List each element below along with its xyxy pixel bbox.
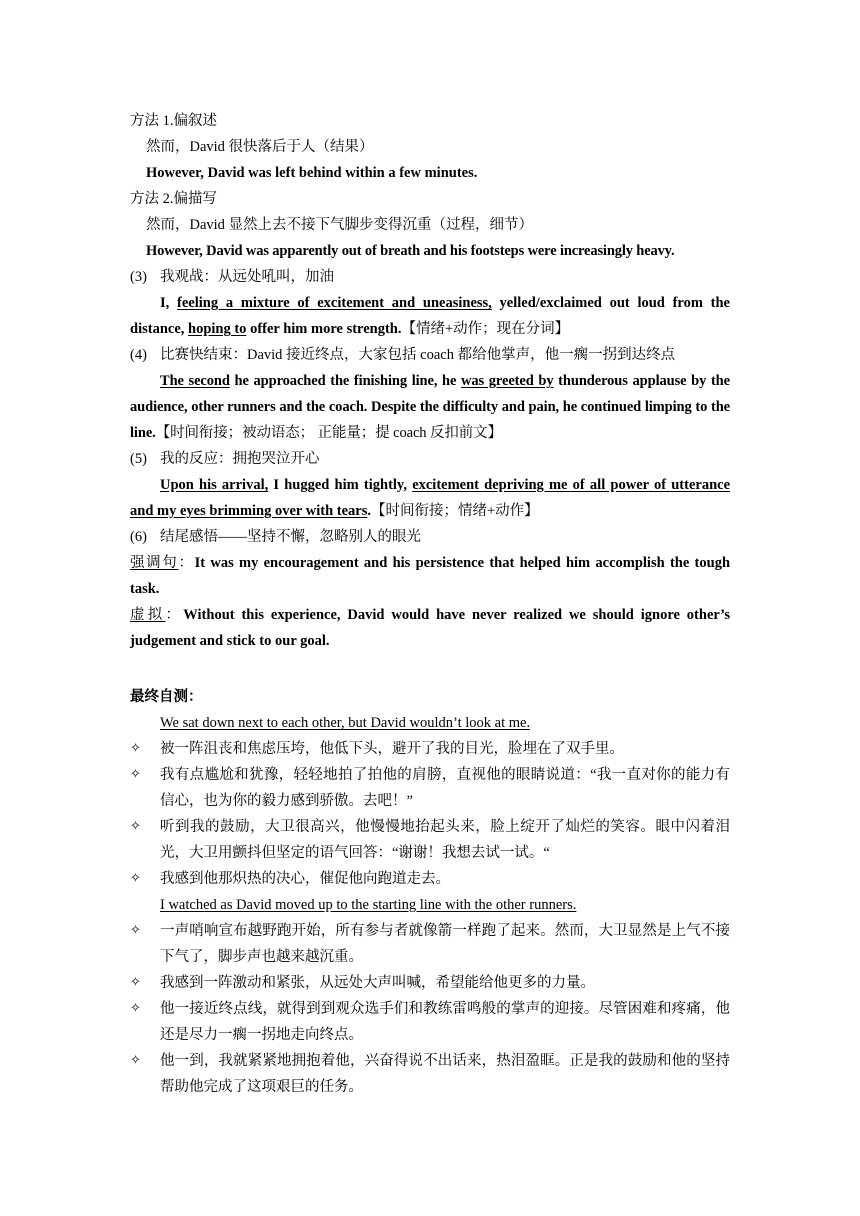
section-number: (6)	[130, 529, 147, 545]
list-item	[130, 1048, 730, 1100]
subjunctive-sentence	[130, 602, 730, 654]
section-number: (3)	[130, 269, 147, 285]
prompt-line-2	[130, 892, 730, 918]
diamond-bullet-icon: ✧	[130, 767, 141, 782]
method1-chinese: 然而，David 很快落后于人（结果）	[146, 139, 374, 155]
section4-paragraph	[130, 368, 730, 446]
section-title-text: 我的反应：拥抱哭泣开心	[160, 451, 320, 467]
annotation-note: 【情绪+动作；现在分词】	[401, 321, 570, 337]
list-item-text: 我感到一阵激动和紧张，从远处大声叫喊，希望能给他更多的力量。	[160, 975, 595, 991]
final-list-2	[130, 918, 730, 1100]
subjunctive-sentence-text: Without this experience, David would have never realized we should ignore other’s judgement and stick to our goal.	[130, 607, 731, 649]
underlined-phrase: hoping to	[188, 321, 247, 337]
method2-title: 方法 2.偏描写	[130, 191, 217, 207]
method2-english: However, David was apparently out of breath and his footsteps were increasingly heavy.	[146, 243, 675, 259]
list-item-text: 他一到，我就紧紧地拥抱着他，兴奋得说不出话来，热泪盈眶。正是我的鼓励和他的坚持帮助他完成了这项艰巨的任务。	[160, 1053, 730, 1095]
list-item-text: 我感到他那炽热的决心，催促他向跑道走去。	[160, 871, 450, 887]
underlined-phrase: feeling a mixture of excitement and uneasiness,	[177, 295, 492, 311]
list-item-text: 被一阵沮丧和焦虑压垮，他低下头，避开了我的目光，脸埋在了双手里。	[160, 741, 624, 757]
diamond-bullet-icon: ✧	[130, 975, 141, 990]
list-item-text: 他一接近终点线，就得到到观众选手们和教练雷鸣般的掌声的迎接。尽管困难和疼痛，他还是尽力一瘸一拐地走向终点。	[160, 1001, 730, 1043]
colon: ：	[178, 555, 195, 571]
label-emphatic: 强调句	[130, 555, 179, 571]
final-list-1	[130, 736, 730, 892]
section5-paragraph	[130, 472, 730, 524]
diamond-bullet-icon: ✧	[130, 741, 141, 756]
list-item	[130, 762, 730, 814]
underlined-phrase: was greeted by	[461, 373, 554, 389]
underlined-phrase: The second	[160, 373, 230, 389]
diamond-bullet-icon: ✧	[130, 923, 141, 938]
emphasis-sentence	[130, 550, 730, 602]
emphatic-sentence-text: It was my encouragement and his persistence that helped him accomplish the tough task.	[130, 555, 731, 597]
list-item-text: 一声哨响宣布越野跑开始，所有参与者就像箭一样跑了起来。然而，大卫显然是上气不接下气了，脚步声也越来越沉重。	[160, 923, 730, 965]
text-run: .	[367, 503, 371, 519]
text-run: offer him more strength.	[246, 321, 402, 337]
underlined-prompt: I watched as David moved up to the starting line with the other runners.	[160, 897, 577, 913]
underlined-prompt: We sat down next to each other, but David wouldn’t look at me.	[160, 715, 531, 731]
annotation-note: 【时间衔接；情绪+动作】	[370, 503, 539, 519]
section5-title	[130, 446, 730, 472]
list-item	[130, 996, 730, 1048]
diamond-bullet-icon: ✧	[130, 819, 141, 834]
list-item-text: 我有点尴尬和犹豫，轻轻地拍了拍他的肩膀，直视他的眼睛说道：“我一直对你的能力有信心，也为你的毅力感到骄傲。去吧！”	[160, 767, 730, 809]
method2-chinese: 然而，David 显然上去不接下气脚步变得沉重（过程，细节）	[146, 217, 534, 233]
prompt-line-1	[130, 710, 730, 736]
list-item	[130, 918, 730, 970]
method1-title: 方法 1.偏叙述	[130, 113, 217, 129]
list-item	[130, 866, 730, 892]
section-number: (5)	[130, 451, 147, 467]
section-number: (4)	[130, 347, 147, 363]
diamond-bullet-icon: ✧	[130, 871, 141, 886]
text-run: he approached the finishing line, he	[229, 373, 462, 389]
section6-title	[130, 524, 730, 550]
text-run: yelled/exclaimed out loud from the distance,	[130, 295, 730, 337]
section-title-text: 结尾感悟——坚持不懈，忽略别人的眼光	[160, 529, 421, 545]
text-run: I,	[160, 295, 178, 311]
annotation-note: 【时间衔接；被动语态； 正能量；提 coach 反扣前文】	[155, 425, 502, 441]
method1-english: However, David was left behind within a few minutes.	[146, 165, 478, 181]
text-run: I hugged him tightly,	[268, 477, 413, 493]
underlined-phrase: excitement depriving me of all power of utterance and my eyes brimming over with tears	[130, 477, 731, 519]
list-item	[130, 814, 730, 866]
section-title-text: 我观战：从远处吼叫，加油	[160, 269, 334, 285]
section-title-text: 比赛快结束：David 接近终点，大家包括 coach 都给他掌声，他一瘸一拐到达终点	[160, 347, 676, 363]
label-subjunctive: 虚拟	[130, 607, 166, 623]
diamond-bullet-icon: ✧	[130, 1053, 141, 1068]
diamond-bullet-icon: ✧	[130, 1001, 141, 1016]
section3-title	[130, 264, 730, 290]
final-test-heading: 最终自测：	[130, 689, 203, 705]
list-item-text: 听到我的鼓励，大卫很高兴，他慢慢地抬起头来，脸上绽开了灿烂的笑容。眼中闪着泪光，大卫用颤抖但坚定的语气回答：“谢谢！我想去试一试。“	[160, 819, 730, 861]
section4-title	[130, 342, 730, 368]
underlined-phrase: Upon his arrival,	[160, 477, 269, 493]
colon: ：	[165, 607, 184, 623]
text-run: thunderous applause by the audience, other runners and the coach. Despite the difficulty and pain, he continued limping to the line.	[130, 373, 730, 441]
list-item	[130, 970, 730, 996]
document-page	[130, 108, 730, 1100]
section3-paragraph	[130, 290, 730, 342]
list-item	[130, 736, 730, 762]
